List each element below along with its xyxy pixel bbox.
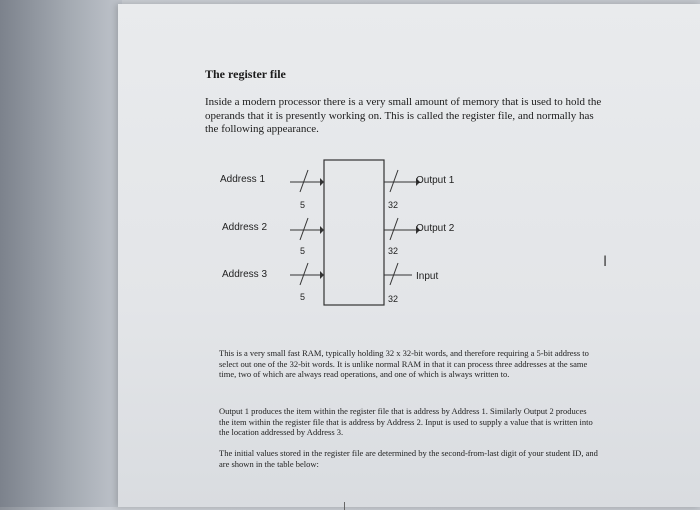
output-1-label: Output 1 [416,175,455,186]
address-3-label: Address 3 [222,269,268,280]
address-3-width: 5 [300,292,306,302]
text-cursor-icon: I [603,254,608,270]
address-1-slash [300,170,308,192]
register-file-diagram [218,154,458,309]
page-mark [344,502,345,510]
output-2-width: 32 [388,246,399,256]
address-2-label: Address 2 [222,222,268,233]
address-2-width: 5 [300,246,306,256]
intro-paragraph: Inside a modern processor there is a very small amount of memory that is used to hold the operands that it is presently working on. This is called the register file, and normally has the following appearance. [205,96,602,135]
address-2-slash [300,218,308,240]
address-3-slash [300,263,308,285]
address-3-arrowhead [320,271,324,279]
input-width: 32 [388,294,399,304]
output-2-label: Output 2 [416,223,455,234]
document-page [118,4,700,507]
output-1-width: 32 [388,200,399,210]
output-2-slash [390,218,398,240]
paragraph-ram-description: This is a very small fast RAM, typically holding 32 x 32-bit words, and therefore requiring a 5-bit address to select out one of the 32-bit words. It is unlike normal RAM in that it can process three addresses at the same time, two of which are always read operations, and one of which is always written to. [219,348,589,379]
paragraph-initial-values: The initial values stored in the register file are determined by the second-from-last digit of your student ID, and are shown in the table below: [219,448,598,469]
input-slash [390,263,398,285]
page-title: The register file [205,67,286,81]
background-left [0,0,122,507]
address-1-width: 5 [300,200,306,210]
address-2-arrowhead [320,226,324,234]
output-1-slash [390,170,398,192]
input-label: Input [416,271,439,282]
paragraph-outputs: Output 1 produces the item within the register file that is address by Address 1. Similarly Output 2 produces the item within the register file that is address by Address 2. Input is used to supply a value that is written into the location addressed by Address 3. [219,406,593,437]
address-1-label: Address 1 [220,174,266,185]
address-1-arrowhead [320,178,324,186]
register-block [324,160,384,305]
